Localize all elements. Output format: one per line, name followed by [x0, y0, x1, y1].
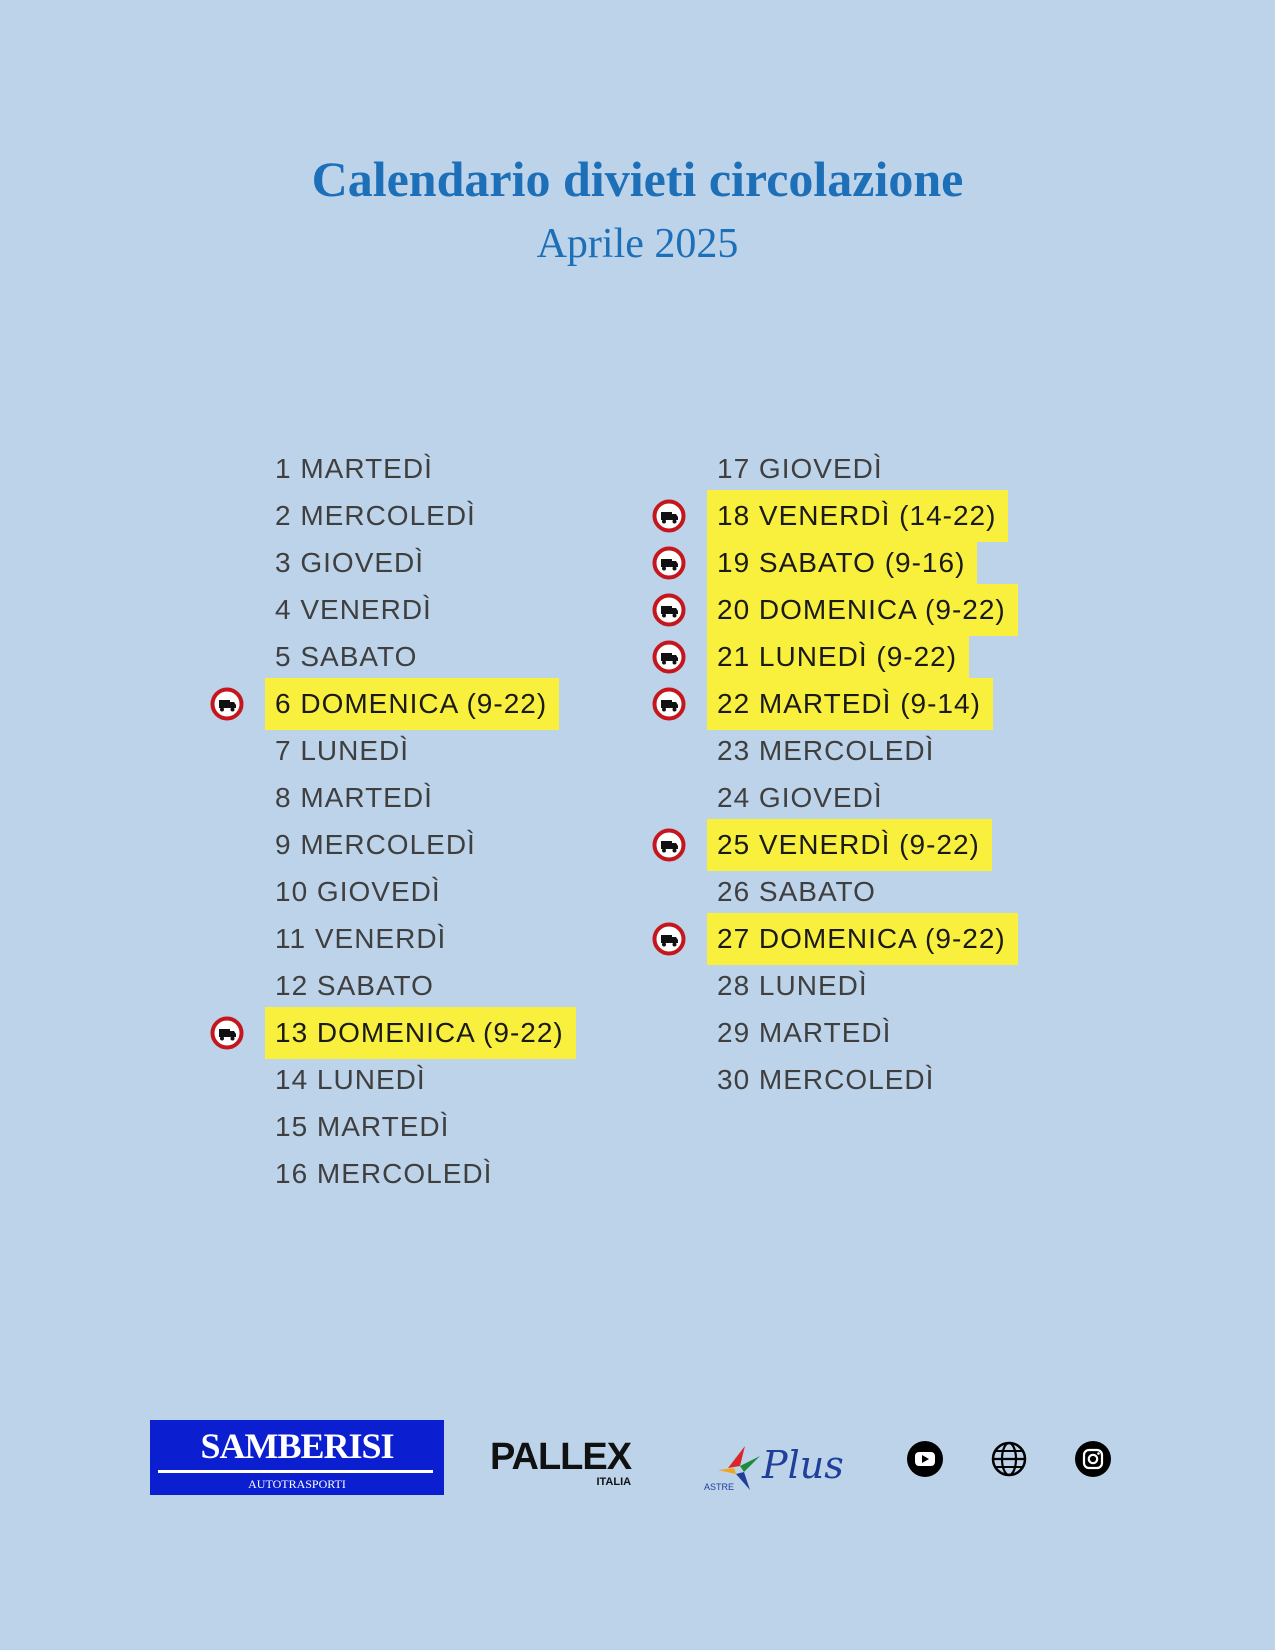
calendar-day-ban	[210, 1009, 576, 1056]
calendar-day	[652, 1056, 1018, 1103]
samberisi-logo-sub: AUTOTRASPORTI	[248, 1477, 346, 1491]
calendar-day-ban	[652, 539, 1018, 586]
calendar-day-label: 14 LUNEDÌ	[275, 1063, 426, 1095]
calendar-day	[210, 492, 576, 539]
astre-logo-plus: Plus	[762, 1443, 844, 1487]
pallex-logo-sub: ITALIA	[596, 1476, 632, 1488]
truck-ban-icon	[652, 499, 686, 533]
calendar-day	[210, 1103, 576, 1150]
samberisi-logo-line	[158, 1470, 433, 1473]
calendar-day-label: 13 DOMENICA (9-22)	[265, 1007, 576, 1059]
calendar-day-label: 20 DOMENICA (9-22)	[707, 584, 1018, 636]
calendar-day-label: 27 DOMENICA (9-22)	[707, 913, 1018, 965]
calendar-day	[652, 1009, 1018, 1056]
calendar-day	[210, 915, 576, 962]
astre-logo-small: ASTRE	[704, 1482, 735, 1492]
calendar-day	[210, 633, 576, 680]
calendar-day-ban	[652, 821, 1018, 868]
youtube-icon[interactable]	[906, 1440, 944, 1478]
calendar-day-label: 9 MERCOLEDÌ	[275, 828, 476, 860]
calendar-column-left	[210, 445, 576, 1197]
truck-ban-icon	[652, 546, 686, 580]
calendar-day-label: 26 SABATO	[717, 875, 876, 907]
calendar-day	[210, 1056, 576, 1103]
calendar-day	[210, 1150, 576, 1197]
calendar-day-label: 3 GIOVEDÌ	[275, 546, 425, 578]
calendar-day-label: 2 MERCOLEDÌ	[275, 499, 476, 531]
calendar-day-label: 12 SABATO	[275, 969, 434, 1001]
pallex-logo	[490, 1436, 632, 1488]
pallex-logo-name: PALLEX	[490, 1436, 632, 1478]
globe-icon[interactable]	[990, 1440, 1028, 1478]
calendar-day-ban	[652, 586, 1018, 633]
calendar-day	[210, 774, 576, 821]
calendar-day	[210, 727, 576, 774]
calendar-day-ban	[210, 680, 576, 727]
instagram-icon[interactable]	[1074, 1440, 1112, 1478]
truck-ban-icon	[652, 687, 686, 721]
calendar-day	[652, 727, 1018, 774]
samberisi-logo	[150, 1420, 444, 1495]
calendar-day	[210, 445, 576, 492]
truck-ban-icon	[652, 593, 686, 627]
calendar-day-label: 29 MARTEDÌ	[717, 1016, 892, 1048]
page-subtitle: Aprile 2025	[536, 221, 739, 267]
calendar-day-label: 5 SABATO	[275, 640, 418, 672]
calendar-day	[652, 774, 1018, 821]
calendar-day	[652, 868, 1018, 915]
samberisi-logo-name: SAMBERISI	[200, 1426, 394, 1466]
calendar-day-label: 25 VENERDÌ (9-22)	[707, 819, 992, 871]
calendar-day	[652, 445, 1018, 492]
calendar-day-ban	[652, 492, 1018, 539]
calendar-day	[210, 962, 576, 1009]
truck-ban-icon	[652, 640, 686, 674]
calendar-day-label: 8 MARTEDÌ	[275, 781, 433, 813]
calendar-day	[210, 821, 576, 868]
calendar-day-ban	[652, 915, 1018, 962]
calendar-day-label: 15 MARTEDÌ	[275, 1110, 450, 1142]
footer-logos	[0, 1418, 1275, 1498]
astre-plus-logo	[700, 1428, 850, 1498]
calendar-day-label: 28 LUNEDÌ	[717, 969, 868, 1001]
calendar-day	[210, 539, 576, 586]
truck-ban-icon	[210, 687, 244, 721]
calendar-day-label: 18 VENERDÌ (14-22)	[707, 490, 1008, 542]
calendar-day-label: 21 LUNEDÌ (9-22)	[707, 631, 969, 683]
calendar-column-right	[652, 445, 1018, 1103]
calendar-day-label: 17 GIOVEDÌ	[717, 452, 883, 484]
calendar-day-label: 7 LUNEDÌ	[275, 734, 410, 766]
page-title: Calendario divieti circolazione	[311, 151, 964, 207]
calendar-day-label: 11 VENERDÌ	[275, 922, 447, 954]
calendar-day-label: 16 MERCOLEDÌ	[275, 1157, 493, 1189]
calendar-day-label: 30 MERCOLEDÌ	[717, 1063, 935, 1095]
calendar-day-label: 24 GIOVEDÌ	[717, 781, 883, 813]
calendar-day-label: 19 SABATO (9-16)	[707, 537, 977, 589]
truck-ban-icon	[652, 922, 686, 956]
calendar-day-label: 4 VENERDÌ	[275, 593, 432, 625]
calendar-day	[210, 868, 576, 915]
calendar-day-ban	[652, 633, 1018, 680]
calendar-day	[210, 586, 576, 633]
truck-ban-icon	[210, 1016, 244, 1050]
truck-ban-icon	[652, 828, 686, 862]
calendar-day-label: 1 MARTEDÌ	[275, 452, 433, 484]
calendar-day-label: 22 MARTEDÌ (9-14)	[707, 678, 993, 730]
calendar-day-label: 6 DOMENICA (9-22)	[265, 678, 559, 730]
calendar-day-label: 23 MERCOLEDÌ	[717, 734, 935, 766]
calendar-day-ban	[652, 680, 1018, 727]
calendar-day	[652, 962, 1018, 1009]
calendar-day-label: 10 GIOVEDÌ	[275, 875, 441, 907]
